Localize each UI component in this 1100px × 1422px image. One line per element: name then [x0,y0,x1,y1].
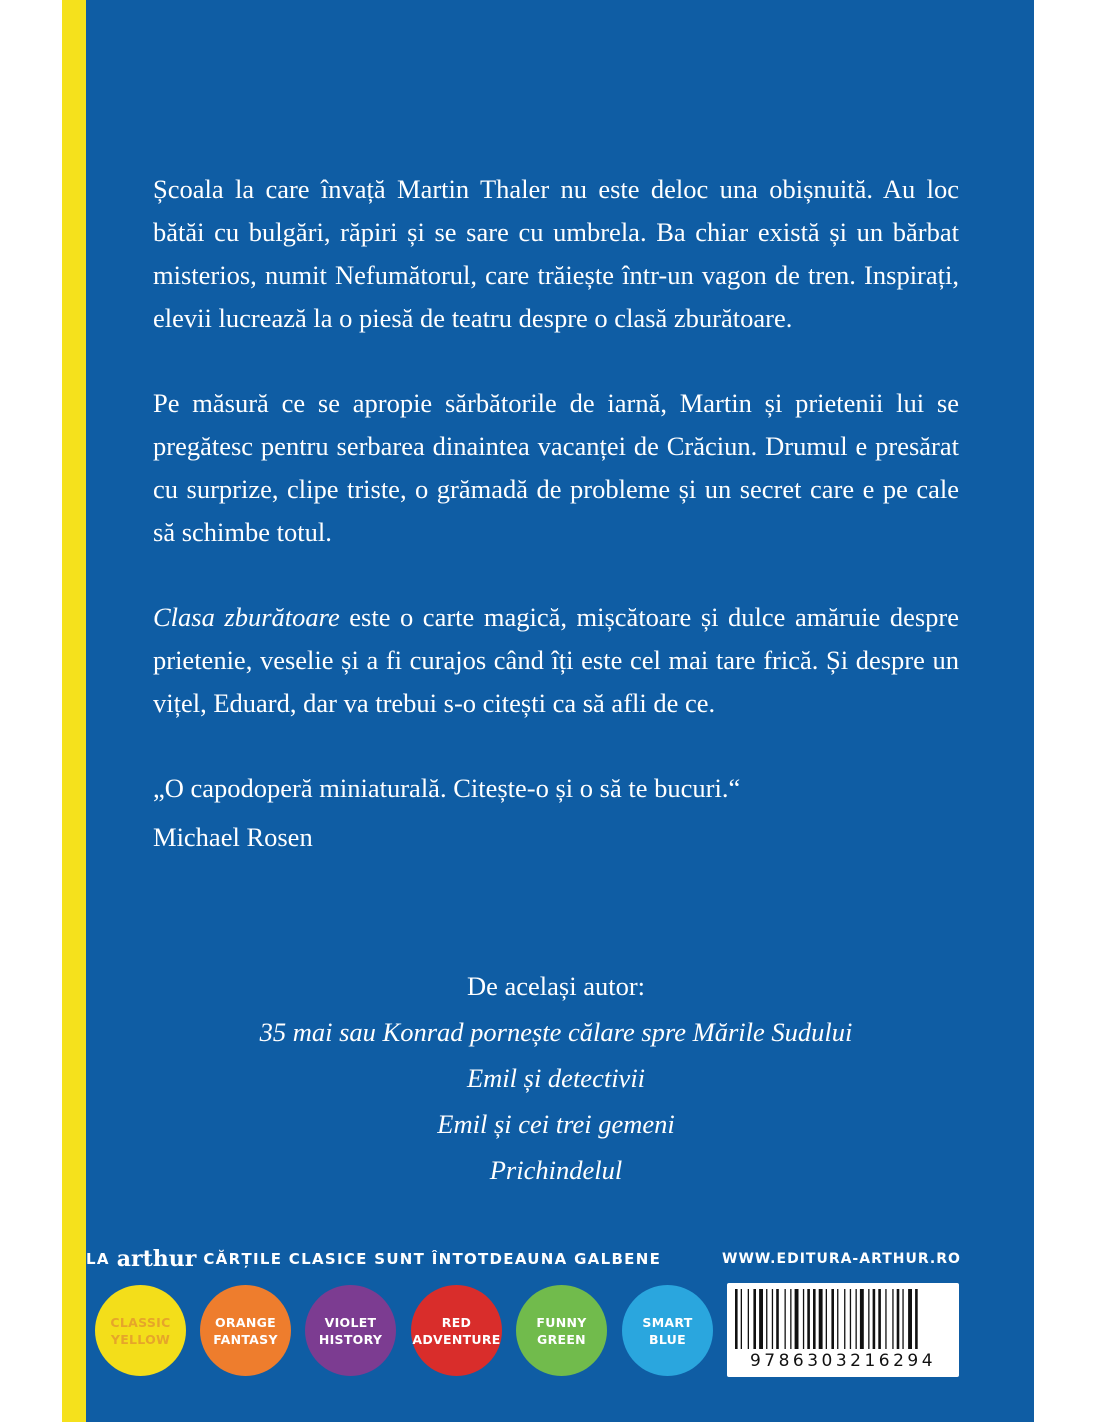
blurb-paragraph-1: Școala la care învață Martin Thaler nu este deloc una obișnuită. Au loc bătăi cu bulgări, răpiri și se sare cu umbrela. Ba chiar există și un bărbat misterios, numit Nefumătorul, care trăiește într-un vagon de tren. Inspirați, elevii lucrează la o piesă de teatru despre o clasă zburătoare. [153,174,959,333]
barcode-bar [892,1289,893,1349]
collection-badges [95,1285,715,1375]
same-author-list [153,963,959,1193]
barcode-bar [850,1289,851,1349]
barcode-bar [735,1289,738,1349]
barcode-bar [766,1289,767,1349]
book-title-italic: Clasa zburătoare [153,602,340,632]
blurb-paragraph-2: Pe măsură ce se apropie sărbătorile de iarnă, Martin și prietenii lui se pregătesc pentru serbarea dinaintea vacanței de Crăciun. Drumul e presărat cu surprize, clipe triste, o grămadă de probleme și un secret care e pe cale să schimbe totul. [153,388,959,547]
barcode-bar [753,1289,756,1349]
barcode-bar [807,1289,810,1349]
quote-author: Michael Rosen [153,822,313,852]
barcode-bar [897,1289,900,1349]
publisher-tagline [86,1244,661,1274]
barcode-bar [795,1289,799,1349]
barcode-bar [860,1289,864,1349]
barcode-bar [908,1289,912,1349]
barcode-bar [803,1289,804,1349]
barcode [727,1283,959,1377]
badge-line: VIOLET [324,1314,377,1330]
tagline-text: CĂRȚILE CLASICE SUNT ÎNTOTDEAUNA GALBENE [203,1250,662,1268]
barcode-bar [759,1289,763,1349]
badge-line: RED [441,1314,472,1330]
barcode-bar [772,1289,773,1349]
book-title: Emil și detectivii [466,1063,646,1093]
book-title: Emil și cei trei gemeni [437,1109,675,1139]
barcode-bar [785,1289,786,1349]
collection-badge-smart-blue [622,1285,713,1376]
badge-line: FUNNY [536,1314,587,1330]
barcode-bar [885,1289,886,1349]
collection-badge-violet-history [305,1285,396,1376]
blurb [153,168,959,901]
arthur-logo: arthur [116,1246,197,1272]
blurb-paragraph-3 [153,596,959,725]
barcode-bar [748,1289,749,1349]
barcode-bar [878,1289,881,1349]
badge-line: BLUE [649,1331,686,1347]
barcode-bar [902,1289,903,1349]
collection-badge-funny-green [516,1285,607,1376]
publisher-website: WWW.EDITURA-ARTHUR.RO [722,1251,961,1267]
quote: „O capodoperă miniaturală. Citește-o și o să te bucuri.“ [153,773,741,803]
barcode-bar [873,1289,876,1349]
badge-line: FANTASY [213,1331,278,1347]
barcode-bar [741,1289,742,1349]
badge-line: YELLOW [110,1331,171,1347]
barcode-bar [813,1289,816,1349]
badge-line: ORANGE [215,1314,276,1330]
barcode-bar [868,1289,869,1349]
badge-line: HISTORY [318,1331,383,1347]
barcode-bar [819,1289,823,1349]
barcode-bar [826,1289,827,1349]
collection-badge-classic-yellow [95,1285,186,1376]
blurb-paragraph-3-text: este o carte magică, mișcătoare și dulce amăruie despre prietenie, veselie și a fi curajos când îți este cel mai tare frică. Și despre un vițel, Eduard, dar va trebui s-o citești ca să afli de ce. [153,602,960,718]
collection-badge-orange-fantasy [200,1285,291,1376]
barcode-bar [856,1289,857,1349]
barcode-bar [776,1289,779,1349]
same-author-heading: De același autor: [466,971,646,1001]
badge-line: CLASSIC [110,1314,171,1330]
badge-line: SMART [642,1314,693,1330]
barcode-bar [790,1289,791,1349]
book-title: Prichindelul [489,1155,623,1185]
badge-line: ADVENTURE [412,1331,501,1347]
barcode-bar [844,1289,845,1349]
collection-badge-red-adventure [411,1285,502,1376]
tagline-prefix: LA [86,1250,110,1268]
badge-line: GREEN [537,1331,586,1347]
barcode-bars [733,1289,953,1351]
barcode-bar [915,1289,918,1349]
barcode-bar [837,1289,838,1349]
yellow-spine-strip [62,0,86,1422]
isbn-number: 9786303216294 [749,1351,937,1371]
book-title: 35 mai sau Konrad pornește călare spre Mările Sudului [259,1017,853,1047]
barcode-bar [831,1289,834,1349]
